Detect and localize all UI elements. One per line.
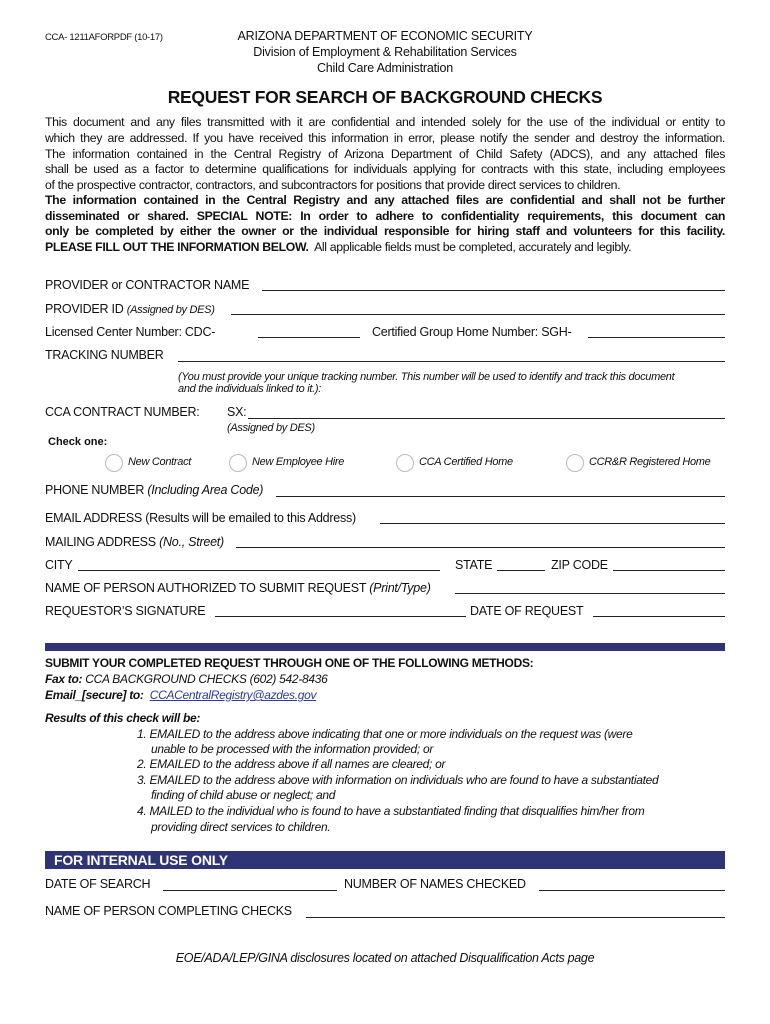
result-item: unable to be processed with the information provided; or bbox=[151, 742, 434, 756]
tracking-note: (You must provide your unique tracking number. This number will be used to identify and track this document bbox=[178, 371, 675, 383]
completing-field[interactable] bbox=[306, 917, 725, 918]
result-item: providing direct services to children. bbox=[151, 820, 331, 834]
email-label: EMAIL ADDRESS (Results will be emailed to this Address) bbox=[45, 511, 356, 525]
zip-field[interactable] bbox=[613, 570, 725, 571]
mailing-note: (No., Street) bbox=[159, 535, 224, 549]
radio-new-contract[interactable] bbox=[105, 454, 123, 472]
intro-line: The information contained in the Central Registry of Arizona Department of Child Safety (ADCS), and any attached files bbox=[45, 147, 725, 161]
tracking-note: and the individuals linked to it.): bbox=[178, 383, 321, 395]
signature-field[interactable] bbox=[215, 616, 466, 617]
phone-note: (Including Area Code) bbox=[147, 483, 264, 497]
radio-cca-certified-home[interactable] bbox=[396, 454, 414, 472]
provider-id-note: (Assigned by DES) bbox=[126, 304, 215, 316]
names-checked-field[interactable] bbox=[539, 890, 725, 891]
result-item: 1. EMAILED to the address above indicating that one or more individuals on the request was (were bbox=[137, 727, 633, 741]
certified-group-field[interactable] bbox=[588, 337, 725, 338]
licensed-center-label: Licensed Center Number: CDC- bbox=[45, 325, 216, 339]
check-one-label: Check one: bbox=[48, 436, 108, 448]
intro-line: which they are addressed. If you have received this information in error, please notify the sender and destroy the information. bbox=[45, 131, 725, 145]
provider-name-label: PROVIDER or CONTRACTOR NAME bbox=[45, 278, 250, 292]
footer-disclosure: EOE/ADA/LEP/GINA disclosures located on attached Disqualification Acts page bbox=[175, 951, 595, 965]
provider-id-label: PROVIDER ID bbox=[45, 302, 124, 316]
date-search-field[interactable] bbox=[163, 890, 337, 891]
provider-id-field[interactable] bbox=[231, 314, 725, 315]
result-item: 4. MAILED to the individual who is found to have a substantiated finding that disqualifies him/her from bbox=[137, 804, 645, 818]
submit-heading: SUBMIT YOUR COMPLETED REQUEST THROUGH ONE OF THE FOLLOWING METHODS: bbox=[45, 656, 534, 670]
date-request-field[interactable] bbox=[593, 616, 725, 617]
authorized-label: NAME OF PERSON AUTHORIZED TO SUBMIT REQUEST bbox=[45, 581, 367, 595]
phone-field[interactable] bbox=[276, 496, 725, 497]
zip-label: ZIP CODE bbox=[551, 558, 608, 572]
email-field[interactable] bbox=[380, 523, 725, 524]
option-label: CCR&R Registered Home bbox=[589, 456, 711, 468]
intro-line: This document and any files transmitted with it are confidential and intended solely for the use of the individual or entity to bbox=[45, 115, 725, 129]
agency-name: ARIZONA DEPARTMENT OF ECONOMIC SECURITY bbox=[237, 29, 533, 43]
fill-out-line bbox=[45, 240, 725, 254]
administration-name: Child Care Administration bbox=[316, 61, 454, 75]
division-name: Division of Employment & Rehabilitation Services bbox=[253, 45, 517, 59]
fax-value: CCA BACKGROUND CHECKS (602) 542-8436 bbox=[85, 672, 328, 686]
result-item: finding of child abuse or neglect; and bbox=[151, 788, 336, 802]
date-search-label: DATE OF SEARCH bbox=[45, 877, 151, 891]
notice-line: disseminated or shared. SPECIAL NOTE: In order to adhere to confidentiality requirements, this document can bbox=[45, 209, 725, 223]
fill-out-bold: PLEASE FILL OUT THE INFORMATION BELOW. bbox=[45, 240, 309, 254]
completing-label: NAME OF PERSON COMPLETING CHECKS bbox=[45, 904, 292, 918]
form-code: CCA- 1211AFORPDF (10-17) bbox=[45, 32, 163, 43]
date-request-label: DATE OF REQUEST bbox=[470, 604, 584, 618]
contract-prefix: SX: bbox=[227, 405, 247, 419]
result-item: 3. EMAILED to the address above with information on individuals who are found to have a substantiated bbox=[137, 773, 659, 787]
internal-use-heading: FOR INTERNAL USE ONLY bbox=[54, 852, 228, 868]
results-heading: Results of this check will be: bbox=[45, 711, 201, 725]
signature-label: REQUESTOR’S SIGNATURE bbox=[45, 604, 206, 618]
option-label: CCA Certified Home bbox=[419, 456, 513, 468]
contract-label: CCA CONTRACT NUMBER: bbox=[45, 405, 200, 419]
city-label: CITY bbox=[45, 558, 73, 572]
fax-label: Fax to: bbox=[45, 672, 83, 686]
result-item: 2. EMAILED to the address above if all names are cleared; or bbox=[137, 757, 446, 771]
names-checked-label: NUMBER OF NAMES CHECKED bbox=[344, 877, 526, 891]
city-field[interactable] bbox=[78, 570, 440, 571]
section-divider bbox=[45, 643, 725, 651]
internal-use-banner bbox=[45, 851, 725, 869]
notice-line: The information contained in the Central Registry and any attached files are confidential and shall not be further bbox=[45, 193, 725, 207]
fill-out-rest: All applicable fields must be completed, accurately and legibly. bbox=[314, 240, 632, 254]
option-label: New Contract bbox=[128, 456, 192, 468]
tracking-field[interactable] bbox=[178, 361, 725, 362]
tracking-label: TRACKING NUMBER bbox=[45, 348, 164, 362]
authorized-field[interactable] bbox=[455, 593, 725, 594]
mailing-label: MAILING ADDRESS bbox=[45, 535, 156, 549]
certified-group-label: Certified Group Home Number: SGH- bbox=[372, 325, 572, 339]
provider-name-field[interactable] bbox=[262, 290, 725, 291]
contract-field[interactable] bbox=[248, 418, 725, 419]
authorized-note: (Print/Type) bbox=[369, 581, 431, 595]
phone-label: PHONE NUMBER bbox=[45, 483, 145, 497]
licensed-center-field[interactable] bbox=[258, 337, 360, 338]
state-field[interactable] bbox=[497, 570, 545, 571]
contract-note: (Assigned by DES) bbox=[227, 422, 315, 434]
radio-ccrr-registered-home[interactable] bbox=[566, 454, 584, 472]
mailing-field[interactable] bbox=[236, 547, 725, 548]
notice-line: only be completed by either the owner or the individual responsible for hiring staff and volunteers for this facility. bbox=[45, 224, 725, 238]
radio-new-employee-hire[interactable] bbox=[229, 454, 247, 472]
email-method-label: Email_[secure] to: bbox=[45, 688, 144, 702]
option-label: New Employee Hire bbox=[252, 456, 345, 468]
page-title: REQUEST FOR SEARCH OF BACKGROUND CHECKS bbox=[167, 87, 603, 107]
intro-line: of the prospective contractor, contractors, and subcontractors for positions that provide direct services to children. bbox=[45, 178, 621, 192]
email-link[interactable]: CCACentralRegistry@azdes.gov bbox=[149, 688, 317, 702]
state-label: STATE bbox=[455, 558, 493, 572]
intro-line: shall be used as a factor to determine qualifications for individuals applying for contracts with this state, including employees bbox=[45, 162, 725, 176]
